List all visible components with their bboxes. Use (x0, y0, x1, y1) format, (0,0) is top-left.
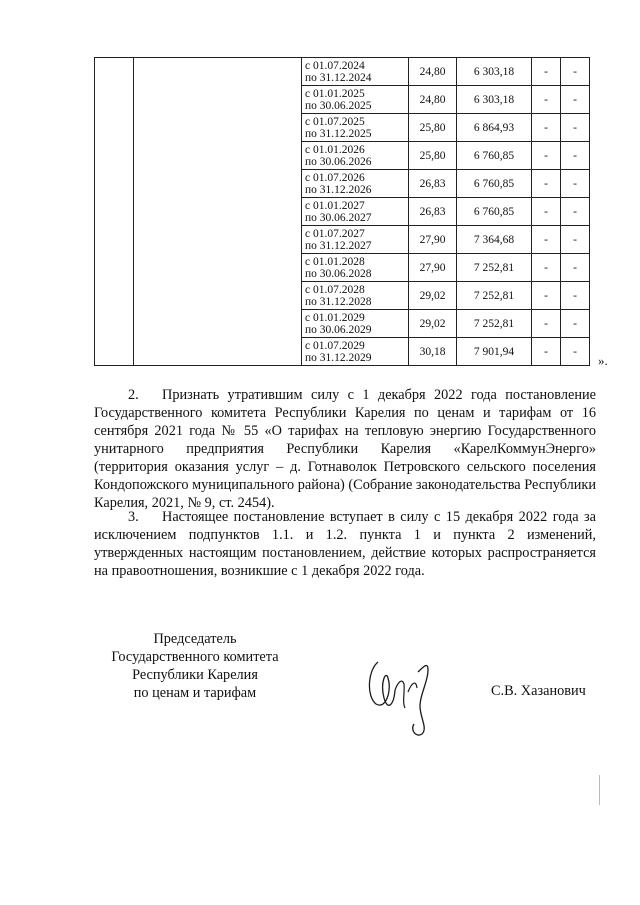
table-row (95, 58, 590, 86)
dash-cell: - (532, 226, 561, 254)
dash-cell: - (561, 310, 590, 338)
dash-cell: - (561, 282, 590, 310)
dash-cell: - (532, 338, 561, 366)
tariff-table (94, 57, 590, 366)
tariff-value-cell: 26,83 (409, 170, 457, 198)
signatory-name: С.В. Хазанович (491, 683, 586, 699)
merged-cell-left (95, 58, 134, 366)
period-cell (302, 282, 409, 310)
tariff-amount-cell: 6 760,85 (457, 198, 532, 226)
dash-cell: - (561, 254, 590, 282)
period-from: с 01.01.2029 (305, 311, 365, 324)
margin-mark (599, 775, 600, 805)
tariff-value-cell: 24,80 (409, 86, 457, 114)
dash-cell: - (532, 86, 561, 114)
period-to: по 31.12.2026 (305, 183, 372, 196)
period-cell (302, 170, 409, 198)
paragraph-number: 3. (128, 509, 139, 525)
merged-cell-middle (134, 58, 302, 366)
tariff-value-cell: 29,02 (409, 310, 457, 338)
tariff-amount-cell: 7 252,81 (457, 310, 532, 338)
closing-quote: ». (598, 353, 608, 368)
period-from: с 01.01.2025 (305, 87, 365, 100)
tariff-amount-cell: 6 864,93 (457, 114, 532, 142)
period-cell (302, 86, 409, 114)
tariff-amount-cell: 6 760,85 (457, 170, 532, 198)
tariff-amount-cell: 6 303,18 (457, 86, 532, 114)
paragraph-2 (94, 386, 596, 512)
tariff-value-cell: 27,90 (409, 254, 457, 282)
tariff-amount-cell: 7 901,94 (457, 338, 532, 366)
period-to: по 30.06.2025 (305, 99, 372, 112)
signer-line: Республики Карелия (132, 667, 258, 683)
paragraph-3 (94, 508, 596, 580)
period-from: с 01.07.2028 (305, 283, 365, 296)
dash-cell: - (561, 198, 590, 226)
dash-cell: - (532, 282, 561, 310)
period-to: по 31.12.2028 (305, 295, 372, 308)
period-from: с 01.01.2028 (305, 255, 365, 268)
dash-cell: - (561, 114, 590, 142)
tariff-amount-cell: 6 303,18 (457, 58, 532, 86)
period-from: с 01.01.2026 (305, 143, 365, 156)
paragraph-text: Настоящее постановление вступает в силу с 15 декабря 2022 года за исключением подпунктов 1.1. и 1.2. пункта 1 и пункта 2 изменений, утвержденных настоящим постановлением, действие которых распространяется на правоотношения, возникшие с 1 декабря 2022 года. (94, 509, 596, 579)
handwritten-signature (362, 652, 440, 738)
dash-cell: - (532, 310, 561, 338)
period-cell (302, 198, 409, 226)
period-from: с 01.07.2025 (305, 115, 365, 128)
paragraph-number: 2. (128, 387, 139, 403)
tariff-amount-cell: 7 364,68 (457, 226, 532, 254)
tariff-value-cell: 29,02 (409, 282, 457, 310)
period-from: с 01.01.2027 (305, 199, 365, 212)
tariff-amount-cell: 7 252,81 (457, 282, 532, 310)
period-to: по 31.12.2025 (305, 127, 372, 140)
dash-cell: - (561, 338, 590, 366)
tariff-value-cell: 30,18 (409, 338, 457, 366)
period-cell (302, 58, 409, 86)
tariff-value-cell: 26,83 (409, 198, 457, 226)
dash-cell: - (532, 198, 561, 226)
period-from: с 01.07.2024 (305, 59, 365, 72)
tariff-value-cell: 24,80 (409, 58, 457, 86)
dash-cell: - (532, 114, 561, 142)
period-to: по 31.12.2029 (305, 351, 372, 364)
signer-line: Председатель (153, 631, 237, 647)
period-to: по 30.06.2027 (305, 211, 372, 224)
tariff-value-cell: 25,80 (409, 142, 457, 170)
paragraph-text: Признать утратившим силу с 1 декабря 2022 года постановление Государственного комитета Республики Карелия по ценам и тарифам от 16 сентября 2021 года № 55 «О тарифах на тепловую энергию Государственного унитарного предприятия Республики Карелия «КарелКоммунЭнерго» (территория оказания услуг – д. Готнаволок Петровского сельского поселения Кондопожского муниципального района) (Собрание законодательства Республики Карелия, 2021, № 9, ст. 2454). (94, 387, 596, 511)
period-cell (302, 254, 409, 282)
period-cell (302, 310, 409, 338)
period-from: с 01.07.2029 (305, 339, 365, 352)
tariff-table-body (95, 58, 590, 366)
period-to: по 30.06.2029 (305, 323, 372, 336)
dash-cell: - (561, 170, 590, 198)
signer-title (100, 630, 290, 702)
period-cell (302, 142, 409, 170)
dash-cell: - (532, 58, 561, 86)
period-to: по 30.06.2026 (305, 155, 372, 168)
period-to: по 31.12.2024 (305, 71, 372, 84)
dash-cell: - (561, 142, 590, 170)
tariff-value-cell: 25,80 (409, 114, 457, 142)
period-cell (302, 226, 409, 254)
period-from: с 01.07.2026 (305, 171, 365, 184)
dash-cell: - (561, 86, 590, 114)
dash-cell: - (561, 226, 590, 254)
dash-cell: - (532, 170, 561, 198)
tariff-amount-cell: 7 252,81 (457, 254, 532, 282)
signer-line: по ценам и тарифам (133, 685, 257, 701)
dash-cell: - (532, 254, 561, 282)
dash-cell: - (561, 58, 590, 86)
period-to: по 30.06.2028 (305, 267, 372, 280)
period-to: по 31.12.2027 (305, 239, 372, 252)
period-cell (302, 338, 409, 366)
tariff-value-cell: 27,90 (409, 226, 457, 254)
signer-line: Государственного комитета (111, 649, 279, 665)
period-cell (302, 114, 409, 142)
dash-cell: - (532, 142, 561, 170)
tariff-amount-cell: 6 760,85 (457, 142, 532, 170)
period-from: с 01.07.2027 (305, 227, 365, 240)
